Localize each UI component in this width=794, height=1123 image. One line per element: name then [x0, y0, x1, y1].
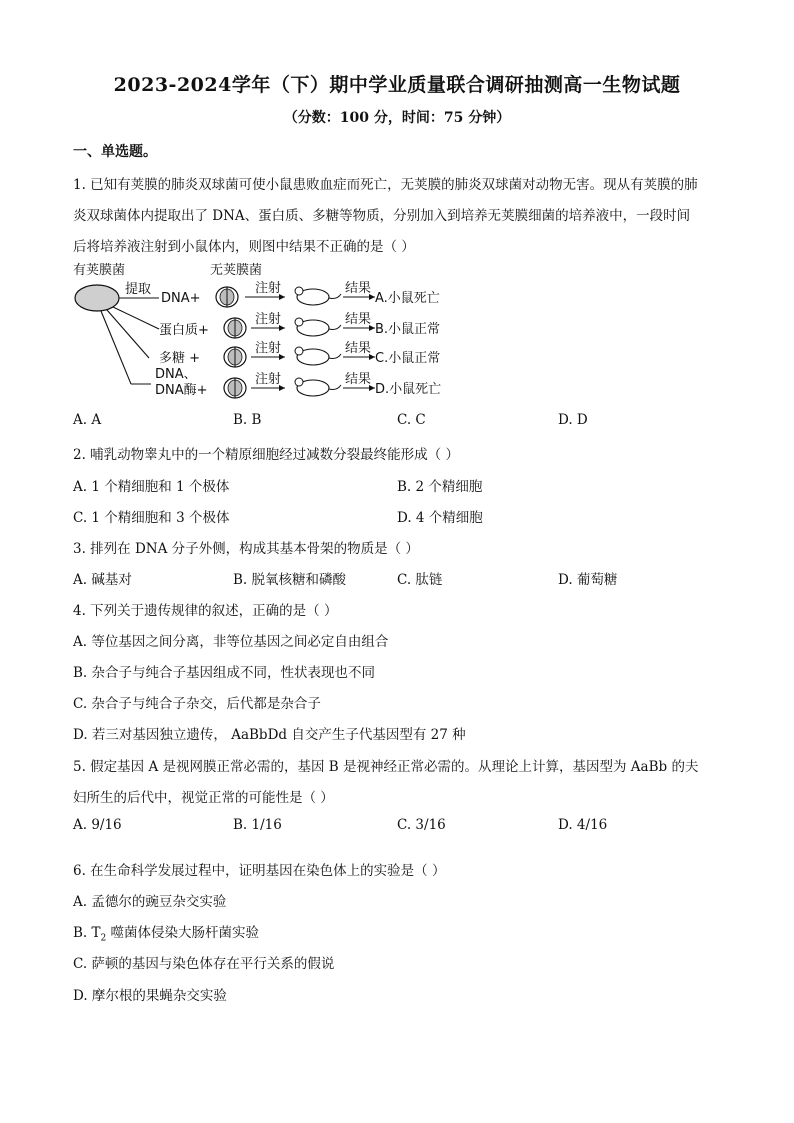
label-extract: 提取 [125, 282, 152, 297]
q1-stem-line-3: 后将培养液注射到小鼠体内，则图中结果不正确的是（ ） [73, 239, 415, 255]
culture-dish-icon [216, 287, 238, 307]
q1-option-b[interactable]: B. B [233, 412, 262, 428]
q6-option-b[interactable] [73, 921, 259, 944]
culture-dish-icon [224, 318, 246, 338]
page-title: 2023-2024学年（下）期中学业质量联合调研抽测高一生物试题 [113, 74, 681, 96]
q1-option-a[interactable]: A. A [73, 412, 102, 428]
q6-option-a[interactable]: A. 孟德尔的豌豆杂交实验 [73, 894, 227, 910]
q5-stem-line-1: 5. 假定基因 A 是视网膜正常必需的，基因 B 是视神经正常必需的。从理论上计算，基因型为 AaBb 的夫 [73, 759, 699, 775]
q5-option-c[interactable]: C. 3/16 [397, 817, 446, 833]
mouse-icon [295, 378, 341, 396]
page-subtitle: （分数：100 分，时间：75 分钟） [283, 110, 511, 126]
row-b-substance: 蛋白质+ [159, 323, 209, 338]
q3-option-b[interactable]: B. 脱氧核糖和磷酸 [233, 572, 347, 588]
q5-option-b[interactable]: B. 1/16 [233, 817, 282, 833]
section-heading: 一、单选题。 [73, 144, 157, 160]
row-a-substance: DNA+ [161, 291, 201, 306]
row-b-result: 结果 [345, 312, 372, 327]
q4-option-c[interactable]: C. 杂合子与纯合子杂交，后代都是杂合子 [73, 696, 321, 712]
label-capsule-bacteria: 有荚膜菌 [73, 263, 126, 278]
row-d-inject: 注射 [255, 372, 282, 387]
capsule-bacteria-oval [75, 285, 119, 311]
label-noncapsule-bacteria: 无荚膜菌 [210, 263, 263, 278]
q6-option-b-subscript: 2 [100, 933, 107, 944]
q6-option-b-text: 噬菌体侵染大肠杆菌实验 [106, 925, 260, 941]
mouse-icon [295, 318, 341, 336]
q1-option-d[interactable]: D. D [558, 412, 588, 428]
row-c-outcome: C.小鼠正常 [375, 351, 441, 366]
row-a-inject: 注射 [255, 281, 282, 296]
mouse-icon [295, 287, 341, 305]
q4-stem: 4. 下列关于遗传规律的叙述，正确的是（ ） [73, 603, 338, 619]
q2-option-b[interactable]: B. 2 个精细胞 [397, 479, 483, 495]
q1-option-c[interactable]: C. C [397, 412, 426, 428]
row-d-outcome: D.小鼠死亡 [375, 382, 442, 397]
q4-option-b[interactable]: B. 杂合子与纯合子基因组成不同，性状表现也不同 [73, 665, 376, 681]
q1-stem-line-1: 1. 已知有荚膜的肺炎双球菌可使小鼠患败血症而死亡，无荚膜的肺炎双球菌对动物无害。现从有荚膜的肺 [73, 177, 698, 193]
q6-stem: 6. 在生命科学发展过程中，证明基因在染色体上的实验是（ ） [73, 863, 446, 879]
row-a-result: 结果 [345, 281, 372, 296]
row-d-substance-line2: DNA酶+ [155, 383, 208, 398]
q2-option-d[interactable]: D. 4 个精细胞 [397, 510, 483, 526]
q1-experiment-diagram [73, 262, 473, 402]
q5-stem-line-2: 妇所生的后代中，视觉正常的可能性是（ ） [73, 790, 334, 806]
culture-dish-icon [224, 378, 246, 398]
row-b-outcome: B.小鼠正常 [375, 322, 441, 337]
q3-option-d[interactable]: D. 葡萄糖 [558, 572, 618, 588]
culture-dish-icon [224, 347, 246, 367]
q1-stem-line-2: 炎双球菌体内提取出了 DNA、蛋白质、多糖等物质，分别加入到培养无荚膜细菌的培养液中，一段时间 [73, 208, 691, 224]
q4-option-a[interactable]: A. 等位基因之间分离，非等位基因之间必定自由组合 [73, 634, 389, 650]
q5-option-a[interactable]: A. 9/16 [73, 817, 122, 833]
mouse-icon [295, 347, 341, 365]
row-a-outcome: A.小鼠死亡 [375, 291, 440, 306]
row-c-substance: 多糖 + [159, 351, 201, 366]
q3-option-c[interactable]: C. 肽链 [397, 572, 443, 588]
q6-option-b-prefix: B. T [73, 925, 101, 941]
q2-option-c[interactable]: C. 1 个精细胞和 3 个极体 [73, 510, 230, 526]
q6-option-c[interactable]: C. 萨顿的基因与染色体存在平行关系的假说 [73, 956, 335, 972]
row-b-inject: 注射 [255, 312, 282, 327]
row-d-result: 结果 [345, 372, 372, 387]
q2-stem: 2. 哺乳动物睾丸中的一个精原细胞经过减数分裂最终能形成（ ） [73, 447, 459, 463]
q3-option-a[interactable]: A. 碱基对 [73, 572, 132, 588]
row-c-inject: 注射 [255, 341, 282, 356]
row-d-substance-line1: DNA、 [155, 367, 197, 382]
q3-stem: 3. 排列在 DNA 分子外侧，构成其基本骨架的物质是（ ） [73, 541, 419, 557]
row-c-result: 结果 [345, 341, 372, 356]
q5-option-d[interactable]: D. 4/16 [558, 817, 608, 833]
q2-option-a[interactable]: A. 1 个精细胞和 1 个极体 [73, 479, 230, 495]
q4-option-d[interactable]: D. 若三对基因独立遗传， AaBbDd 自交产生子代基因型有 27 种 [73, 727, 466, 743]
q6-option-d[interactable]: D. 摩尔根的果蝇杂交实验 [73, 988, 227, 1004]
